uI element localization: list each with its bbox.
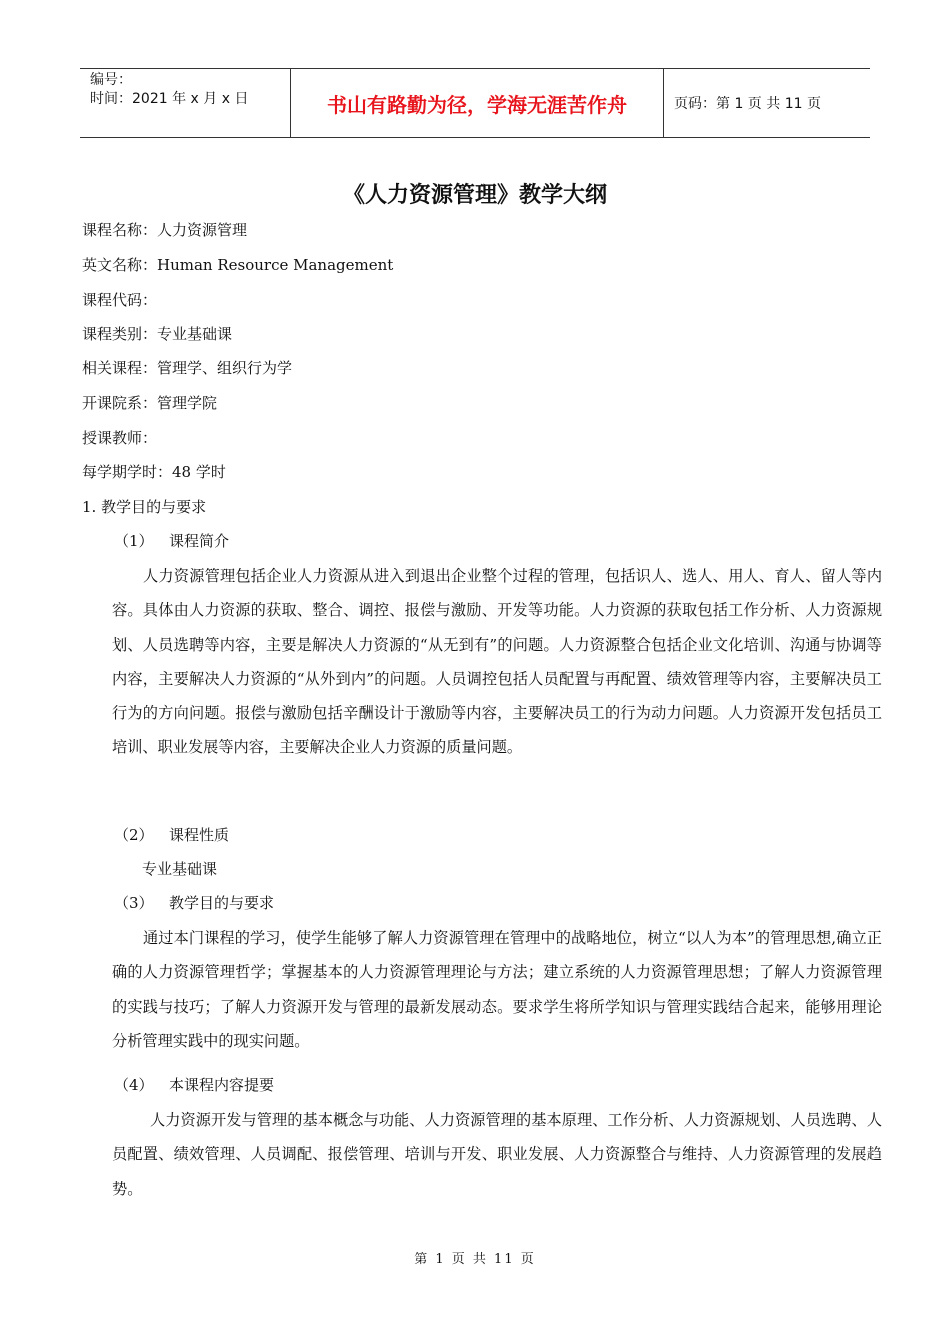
motto-text: 书山有路勤为径，学海无涯苦作舟 <box>327 92 627 117</box>
objectives-paragraph: 通过本门课程的学习，使学生能够了解人力资源管理在管理中的战略地位，树立“以人为本”的管理思想,确立正确的人力资源管理哲学；掌握基本的人力资源管理理论与方法；建立系统的人力资源管理思想；了解人力资源管理的实践与技巧；了解人力资源开发与管理的最新发展动态。要求学生将所学知识与管理实践结合起来，能够用理论分析管理实践中的现实问题。 <box>112 929 882 1050</box>
department-field: 开课院系：管理学院 <box>82 394 218 412</box>
subsection-title: 本课程内容提要 <box>169 1076 275 1094</box>
subsection-heading <box>114 531 229 551</box>
header-info-cell <box>80 69 291 137</box>
course-intro-paragraph: 人力资源管理包括企业人力资源从进入到退出企业整个过程的管理，包括识人、选人、用人、育人、留人等内容。具体由人力资源的获取、整合、调控、报偿与激励、开发等功能。人力资源的获取包括工作分析、人力资源规划、人员选聘等内容，主要是解决人力资源的“从无到有”的问题。人力资源整合包括企业文化培训、沟通与协调等内容，主要解决人力资源的“从外到内”的问题。人员调控包括人员配置与再配置、绩效管理等内容，主要解决员工行为的方向问题。报偿与激励包括辛酬设计于激励等内容，主要解决员工的行为动力问题。人力资源开发包括员工培训、职业发展等内容，主要解决企业人力资源的质量问题。 <box>112 567 882 757</box>
motto-cell <box>291 69 664 137</box>
english-name-field: 英文名称：Human Resource Management <box>82 256 394 274</box>
course-name-field: 课程名称：人力资源管理 <box>82 221 248 239</box>
section-heading: 1. 教学目的与要求 <box>82 498 207 516</box>
subsection-number: （2） <box>114 826 154 844</box>
subsection-title: 课程性质 <box>169 826 230 844</box>
course-nature-text: 专业基础课 <box>142 860 218 878</box>
teacher-field: 授课教师： <box>82 429 158 447</box>
subsection-title: 课程简介 <box>169 532 230 550</box>
subsection-heading <box>114 893 274 913</box>
page-label: 页码：第 1 页 共 11 页 <box>674 96 821 112</box>
subsection-number: （1） <box>114 532 154 550</box>
subsection-number: （4） <box>114 1076 154 1094</box>
subsection-heading <box>114 1075 274 1095</box>
subsection-number: （3） <box>114 894 154 912</box>
related-courses-field: 相关课程：管理学、组织行为学 <box>82 359 293 377</box>
header-table <box>80 68 870 138</box>
course-type-field: 课程类别：专业基础课 <box>82 325 233 343</box>
page-footer: 第 1 页 共 11 页 <box>414 1252 536 1267</box>
subsection-title: 教学目的与要求 <box>169 894 275 912</box>
content-summary-paragraph: 人力资源开发与管理的基本概念与功能、人力资源管理的基本原理、工作分析、人力资源规划、人员选聘、人员配置、绩效管理、人员调配、报偿管理、培训与开发、职业发展、人力资源整合与维持、人力资源管理的发展趋势。 <box>112 1111 882 1198</box>
hours-field: 每学期学时：48 学时 <box>82 463 226 481</box>
number-label: 编号： <box>90 72 132 88</box>
subsection-heading <box>114 825 229 845</box>
course-code-field: 课程代码： <box>82 291 158 309</box>
document-title: 《人力资源管理》教学大纲 <box>342 182 607 208</box>
time-label: 时间：2021 年 x 月 x 日 <box>90 91 249 107</box>
page-number-cell <box>664 69 870 137</box>
